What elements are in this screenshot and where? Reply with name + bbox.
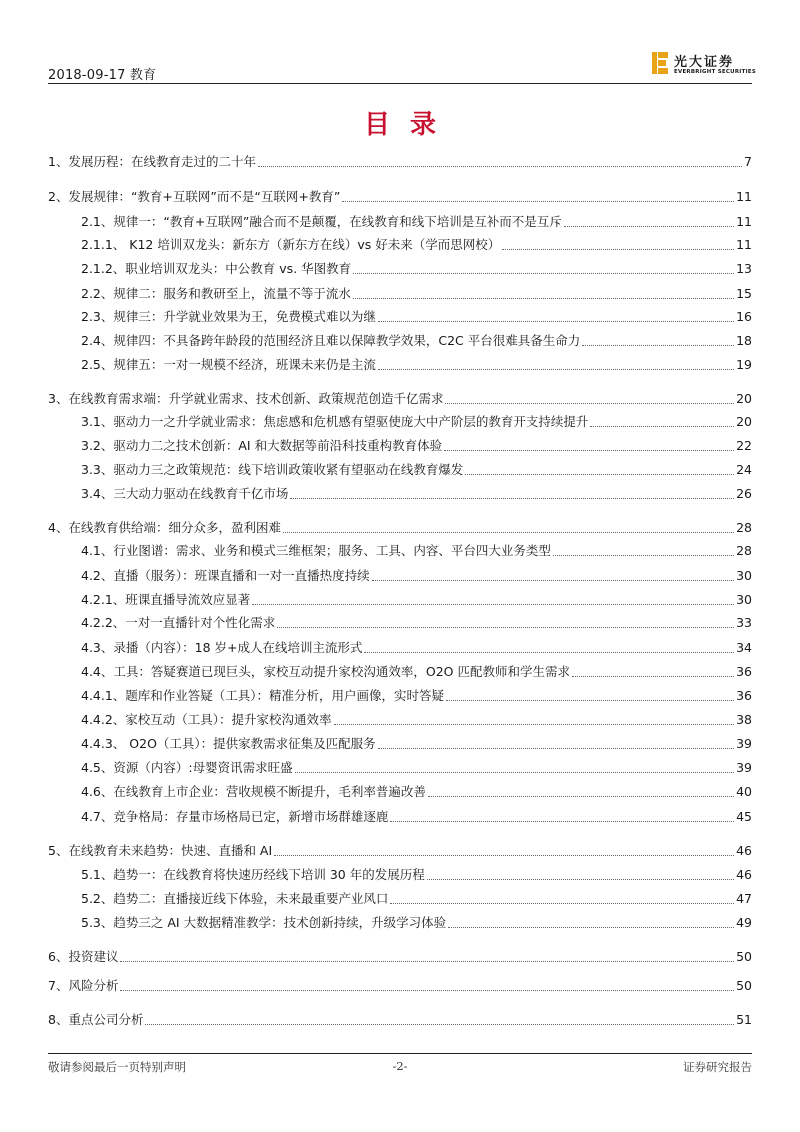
toc-entry-page: 11 — [736, 237, 752, 252]
toc-dot-leader — [444, 450, 734, 451]
toc-entry[interactable] — [48, 330, 752, 350]
toc-entry-page: 46 — [736, 867, 752, 882]
toc-dot-leader — [252, 604, 734, 605]
toc-entry-title: 1、发展历程：在线教育走过的二十年 — [48, 154, 256, 169]
toc-dot-leader — [564, 226, 734, 227]
toc-entry[interactable] — [48, 459, 752, 479]
toc-entry[interactable] — [48, 258, 752, 278]
toc-dot-leader — [427, 879, 734, 880]
toc-entry-page: 34 — [736, 640, 752, 655]
toc-dot-leader — [353, 298, 734, 299]
toc-entry[interactable] — [48, 912, 752, 932]
toc-entry-page: 38 — [736, 712, 752, 727]
toc-dot-leader — [283, 532, 734, 533]
toc-entry-title: 4.2.2、一对一直播针对个性化需求 — [81, 615, 276, 630]
toc-entry-title: 5、在线教育未来趋势：快速、直播和 AI — [48, 843, 273, 858]
toc-entry[interactable] — [48, 306, 752, 326]
toc-entry-title: 2.1.1、 K12 培训双龙头：新东方（新东方在线）vs 好未来（学而思网校） — [81, 237, 501, 252]
toc-entry-title: 3.4、三大动力驱动在线教育千亿市场 — [81, 486, 289, 501]
footer-divider — [48, 1053, 752, 1054]
toc-entry-page: 30 — [736, 592, 752, 607]
page-footer — [48, 1053, 752, 1077]
toc-dot-leader — [353, 273, 734, 274]
toc-entry-title: 4.4、工具：答疑赛道已现巨头，家校互动提升家校沟通效率，O2O 匹配教师和学生需求 — [81, 664, 570, 679]
toc-entry[interactable] — [48, 483, 752, 503]
table-of-contents — [48, 0, 752, 1132]
toc-dot-leader — [390, 821, 734, 822]
toc-entry-page: 7 — [744, 154, 752, 169]
toc-entry[interactable] — [48, 612, 752, 632]
toc-dot-leader — [378, 369, 734, 370]
toc-dot-leader — [277, 627, 734, 628]
toc-dot-leader — [502, 249, 734, 250]
toc-entry-title: 2、发展规律：“教育+互联网”而不是“互联网+教育” — [48, 189, 341, 204]
toc-entry-page: 28 — [736, 543, 752, 558]
toc-entry[interactable] — [48, 840, 752, 860]
toc-entry-title: 4.5、资源（内容）:母婴资讯需求旺盛 — [81, 760, 293, 775]
toc-entry[interactable] — [48, 1009, 752, 1029]
toc-dot-leader — [120, 961, 734, 962]
toc-entry-title: 4.1、行业图谱：需求、业务和模式三维框架；服务、工具、内容、平台四大业务类型 — [81, 543, 551, 558]
toc-dot-leader — [145, 1024, 734, 1025]
toc-entry-page: 24 — [736, 462, 752, 477]
toc-entry[interactable] — [48, 435, 752, 455]
toc-entry-page: 51 — [736, 1012, 752, 1027]
toc-entry-page: 19 — [736, 357, 752, 372]
toc-dot-leader — [295, 772, 735, 773]
toc-entry[interactable] — [48, 975, 752, 995]
toc-dot-leader — [290, 498, 734, 499]
toc-entry-title: 4.4.2、家校互动（工具）：提升家校沟通效率 — [81, 712, 332, 727]
toc-entry-page: 13 — [736, 261, 752, 276]
toc-entry-page: 46 — [736, 843, 752, 858]
toc-entry-title: 2.1、规律一：“教育+互联网”融合而不是颠覆，在线教育和线下培训是互补而不是互斥 — [81, 214, 562, 229]
toc-entry-title: 4.4.1、题库和作业答疑（工具）：精准分析，用户画像，实时答疑 — [81, 688, 445, 703]
toc-entry[interactable] — [48, 757, 752, 777]
toc-entry[interactable] — [48, 354, 752, 374]
toc-entry-title: 3.1、驱动力一之升学就业需求：焦虑感和危机感有望驱使庞大中产阶层的教育开支持续提升 — [81, 414, 589, 429]
toc-entry[interactable] — [48, 517, 752, 537]
toc-dot-leader — [378, 748, 734, 749]
toc-entry-title: 4.2.1、班课直播导流效应显著 — [81, 592, 251, 607]
toc-entry-page: 45 — [736, 809, 752, 824]
toc-dot-leader — [334, 724, 735, 725]
toc-entry-page: 15 — [736, 286, 752, 301]
toc-entry-page: 18 — [736, 333, 752, 348]
toc-entry[interactable] — [48, 388, 752, 408]
toc-dot-leader — [372, 580, 734, 581]
toc-entry-title: 2.1.2、职业培训双龙头：中公教育 vs. 华图教育 — [81, 261, 352, 276]
toc-dot-leader — [590, 426, 734, 427]
toc-entry-title: 4.4.3、 O2O（工具）：提供家教需求征集及匹配服务 — [81, 736, 376, 751]
toc-entry-page: 33 — [736, 615, 752, 630]
toc-entry-page: 20 — [736, 391, 752, 406]
toc-entry-page: 39 — [736, 736, 752, 751]
toc-entry[interactable] — [48, 685, 752, 705]
toc-entry[interactable] — [48, 234, 752, 254]
toc-entry-title: 5.1、趋势一：在线教育将快速历经线下培训 30 年的发展历程 — [81, 867, 425, 882]
toc-entry-title: 2.5、规律五：一对一规模不经济，班课未来仍是主流 — [81, 357, 376, 372]
toc-dot-leader — [342, 201, 734, 202]
toc-entry-page: 28 — [736, 520, 752, 535]
toc-entry-page: 50 — [736, 978, 752, 993]
toc-dot-leader — [258, 166, 742, 167]
toc-entry-page: 20 — [736, 414, 752, 429]
toc-entry-page: 30 — [736, 568, 752, 583]
report-date-sector: 2018-09-17 教育 — [48, 68, 157, 83]
toc-entry[interactable] — [48, 781, 752, 801]
toc-entry-title: 3.2、驱动力二之技术创新：AI 和大数据等前沿科技重构教育体验 — [81, 438, 443, 453]
toc-entry-title: 2.4、规律四：不具备跨年龄段的范围经济且难以保障教学效果，C2C 平台很难具备生命力 — [81, 333, 581, 348]
toc-entry-page: 47 — [736, 891, 752, 906]
toc-entry-title: 2.2、规律二：服务和教研至上，流量不等于流水 — [81, 286, 351, 301]
toc-entry-page: 16 — [736, 309, 752, 324]
toc-dot-leader — [364, 652, 734, 653]
logo-english-name: EVERBRIGHT SECURITIES — [674, 69, 757, 75]
toc-entry[interactable] — [48, 661, 752, 681]
toc-entry[interactable] — [48, 709, 752, 729]
toc-dot-leader — [274, 855, 734, 856]
toc-entry[interactable] — [48, 733, 752, 753]
toc-entry-page: 11 — [736, 189, 752, 204]
toc-entry[interactable] — [48, 637, 752, 657]
toc-entry-title: 5.2、趋势二：直播接近线下体验，未来最重要产业风口 — [81, 891, 389, 906]
toc-entry[interactable] — [48, 540, 752, 560]
toc-entry[interactable] — [48, 151, 752, 171]
toc-entry-page: 11 — [736, 214, 752, 229]
toc-entry-title: 3、在线教育需求端：升学就业需求、技术创新、政策规范创造千亿需求 — [48, 391, 444, 406]
toc-dot-leader — [390, 903, 734, 904]
toc-entry-page: 50 — [736, 949, 752, 964]
toc-entry[interactable] — [48, 211, 752, 231]
toc-entry-page: 22 — [736, 438, 752, 453]
toc-dot-leader — [428, 796, 734, 797]
toc-dot-leader — [553, 555, 734, 556]
toc-entry[interactable] — [48, 589, 752, 609]
toc-entry-title: 4.2、直播（服务）：班课直播和一对一直播热度持续 — [81, 568, 370, 583]
toc-entry[interactable] — [48, 864, 752, 884]
toc-dot-leader — [120, 990, 734, 991]
toc-dot-leader — [445, 403, 734, 404]
toc-entry-title: 5.3、趋势三之 AI 大数据精准教学：技术创新持续，升级学习体验 — [81, 915, 447, 930]
toc-entry-title: 4.7、竞争格局：存量市场格局已定，新增市场群雄逐鹿 — [81, 809, 389, 824]
toc-entry-title: 4.3、录播（内容）：18 岁+成人在线培训主流形式 — [81, 640, 363, 655]
toc-entry-title: 4、在线教育供给端：细分众多，盈利困难 — [48, 520, 281, 535]
logo-chinese-name: 光大证券 — [674, 55, 735, 70]
toc-dot-leader — [582, 345, 734, 346]
disclaimer-note: 敬请参阅最后一页特别声明 — [48, 1060, 186, 1074]
toc-dot-leader — [378, 321, 734, 322]
toc-dot-leader — [446, 700, 734, 701]
toc-entry-page: 36 — [736, 664, 752, 679]
toc-entry-page: 49 — [736, 915, 752, 930]
toc-entry-title: 8、重点公司分析 — [48, 1012, 144, 1027]
toc-entry-title: 2.3、规律三：升学就业效果为王，免费模式难以为继 — [81, 309, 376, 324]
toc-entry[interactable] — [48, 946, 752, 966]
toc-entry-page: 39 — [736, 760, 752, 775]
toc-dot-leader — [448, 927, 734, 928]
toc-entry[interactable] — [48, 806, 752, 826]
toc-entry-title: 6、投资建议 — [48, 949, 119, 964]
toc-dot-leader — [465, 474, 734, 475]
toc-entry[interactable] — [48, 186, 752, 206]
toc-entry-page: 36 — [736, 688, 752, 703]
toc-entry-title: 3.3、驱动力三之政策规范：线下培训政策收紧有望驱动在线教育爆发 — [81, 462, 464, 477]
toc-entry[interactable] — [48, 565, 752, 585]
toc-entry[interactable] — [48, 888, 752, 908]
toc-entry-page: 26 — [736, 486, 752, 501]
report-type: 证券研究报告 — [683, 1060, 752, 1074]
toc-entry-page: 40 — [736, 784, 752, 799]
page-number: -2- — [392, 1059, 408, 1073]
toc-entry-title: 4.6、在线教育上市企业：营收规模不断提升，毛利率普遍改善 — [81, 784, 426, 799]
page-title: 目录 — [363, 110, 456, 140]
toc-entry-title: 7、风险分析 — [48, 978, 119, 993]
toc-entry[interactable] — [48, 283, 752, 303]
toc-entry[interactable] — [48, 411, 752, 431]
toc-dot-leader — [572, 676, 734, 677]
